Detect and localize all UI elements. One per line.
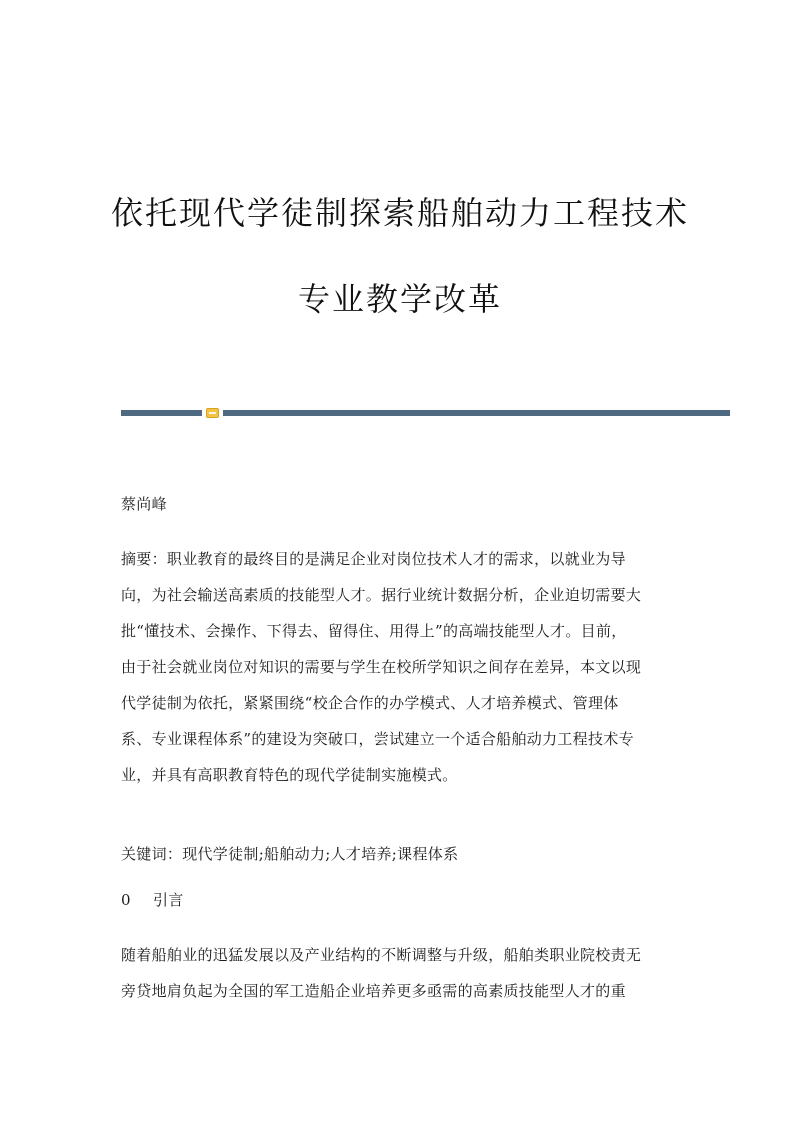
abstract-line: 代学徒制为依托，紧紧围绕“校企合作的办学模式、人才培养模式、管理体 xyxy=(121,694,619,712)
keywords: 关键词：现代学徒制;船舶动力;人才培养;课程体系 xyxy=(121,845,459,863)
abstract-line: 向，为社会输送高素质的技能型人才。据行业统计数据分析，企业迫切需要大 xyxy=(121,586,642,604)
document-badge-icon xyxy=(206,408,219,418)
title-divider xyxy=(121,408,730,418)
abstract xyxy=(121,541,681,793)
divider-bar-right xyxy=(223,410,730,416)
page-title-line-2: 专业教学改革 xyxy=(297,280,502,318)
section-number: 0 xyxy=(121,891,131,909)
abstract-line: 摘要：职业教育的最终目的是满足企业对岗位技术人才的需求，以就业为导 xyxy=(121,550,626,568)
body-line: 随着船舶业的迅猛发展以及产业结构的不断调整与升级，船舶类职业院校责无 xyxy=(121,946,642,964)
page-title-line-1: 依托现代学徒制探索船舶动力工程技术 xyxy=(110,194,689,232)
divider-bar-left xyxy=(121,410,202,416)
author-name: 蔡尚峰 xyxy=(121,495,167,513)
body-paragraph xyxy=(121,937,681,1009)
section-heading xyxy=(121,889,681,910)
abstract-line: 系、专业课程体系”的建设为突破口，尝试建立一个适合船舶动力工程技术专 xyxy=(121,730,634,748)
abstract-line: 批“懂技术、会操作、下得去、留得住、用得上”的高端技能型人才。目前， xyxy=(121,622,627,640)
abstract-line: 业，并具有高职教育特色的现代学徒制实施模式。 xyxy=(121,766,458,784)
section-title: 引言 xyxy=(153,891,184,909)
body-line: 旁贷地肩负起为全国的军工造船企业培养更多亟需的高素质技能型人才的重 xyxy=(121,982,626,1000)
abstract-line: 由于社会就业岗位对知识的需要与学生在校所学知识之间存在差异，本文以现 xyxy=(121,658,642,676)
